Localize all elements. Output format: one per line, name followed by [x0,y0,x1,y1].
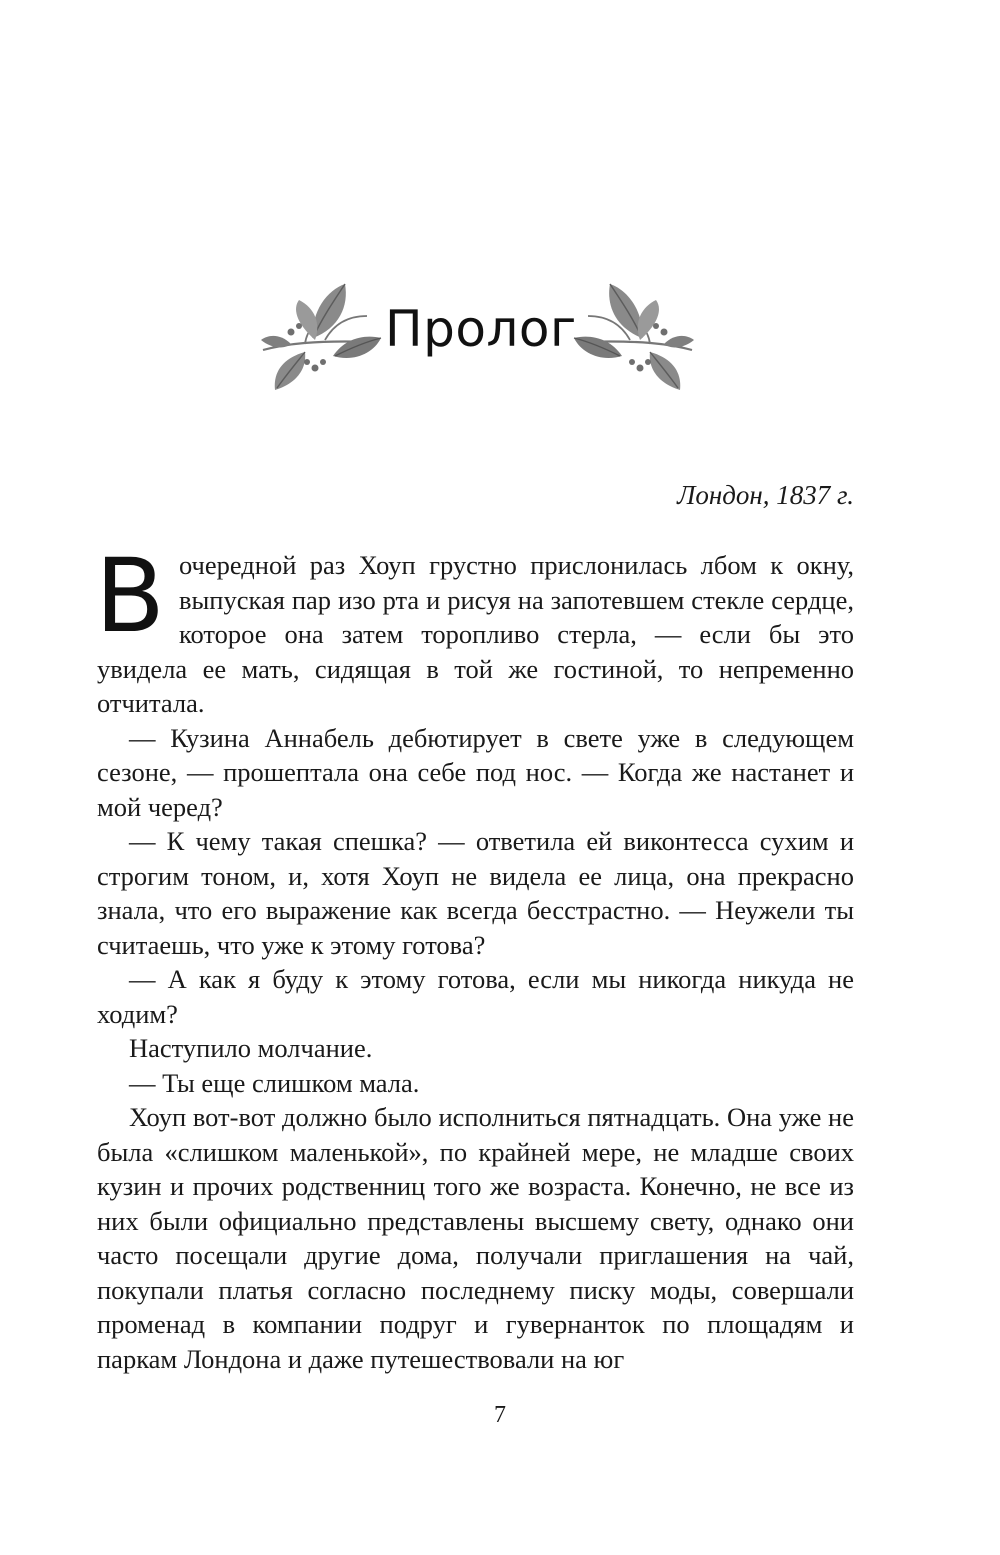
paragraph [95,537,854,721]
paragraph: Наступило молчание. [129,1033,373,1063]
paragraph: — Кузина Аннабель дебютирует в свете уже в следующем сезоне, — прошептала она себе под нос. — Когда же настанет и мой черед? [97,722,854,822]
paragraph: — К чему такая спешка? — ответила ей виконтесса сухим и строгим тоном, и, хотя Хоуп не видела ее лица, она прекрасно знала, что его выражение как всегда бесстрастно. — Неужели ты считаешь, что уже к этому готова? [97,826,854,960]
paragraph: — А как я буду к этому готова, если мы никогда никуда не ходим? [97,964,854,1029]
drop-cap: В [95,537,165,656]
paragraph-text: очередной раз Хоуп грустно прислонилась лбом к окну, выпуская пар изо рта и рисуя на запотевшем стекле сердце, которое она затем торопливо стерла, — если бы это увидела ее мать, сидящая в той же гостиной, то непременно отчитала. [97,550,854,718]
leaf-ornament-left-icon [255,282,385,392]
location-dateline: Лондон, 1837 г. [677,480,854,510]
leaf-ornament-right-icon [570,282,700,392]
page-number: 7 [494,1402,506,1428]
body-text [95,537,854,1376]
paragraph: — Ты еще слишком мала. [129,1067,420,1098]
paragraph: Хоуп вот-вот должно было исполниться пятнадцать. Она уже не была «слишком маленькой», по крайней мере, не младше своих кузин и прочих родственниц того же возраста. Конечно, не все из них были официально представлены высшему свету, однако они часто посещали другие дома, получали приглашения на чай, покупали платья согласно последнему писку моды, совершали променад в компании подруг и гувернанток по площадям и паркам Лондона и даже путешествовали на юг [97,1102,854,1374]
chapter-header [0,282,1000,392]
chapter-title: Пролог [385,300,577,358]
